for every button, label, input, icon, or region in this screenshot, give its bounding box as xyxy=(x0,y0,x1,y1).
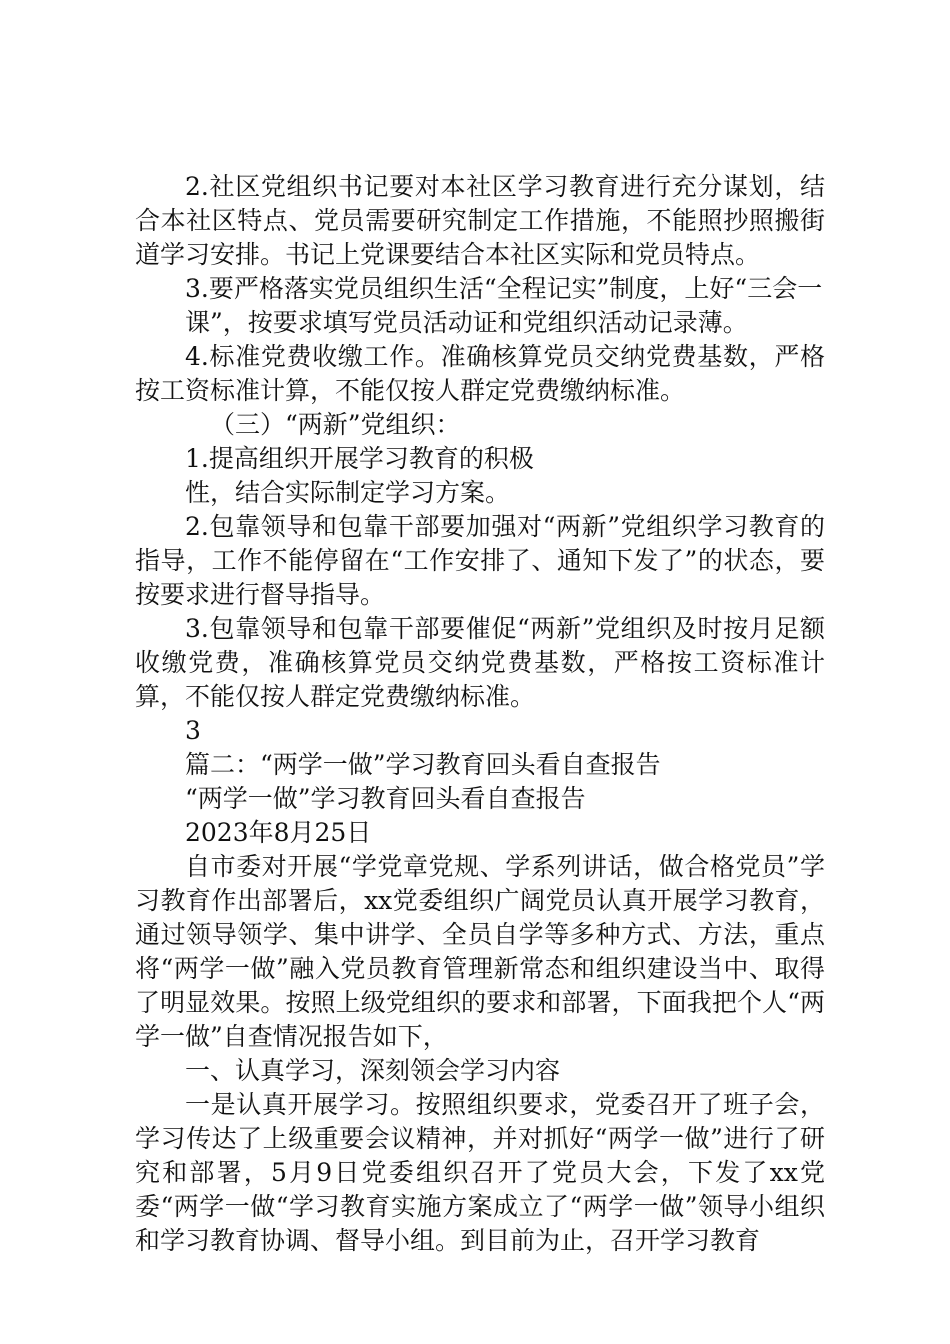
paragraph-community-secretary: 2.社区党组织书记要对本社区学习教育进行充分谋划，结合本社区特点、党员需要研究制定工作措施，不能照抄照搬街道学习安排。书记上党课要结合本社区实际和党员特点。 xyxy=(135,172,825,269)
paragraph-fee-collection: 3.包靠领导和包靠干部要催促“两新”党组织及时按月足额收缴党费，准确核算党员交纳党费基数，严格按工资标准计算，不能仅按人群定党费缴纳标准。 xyxy=(135,614,825,711)
section-heading-liangxin: （三）“两新”党组织： xyxy=(210,410,461,439)
paragraph-introduction: 自市委对开展“学党章党规、学系列讲话，做合格党员”学习教育作出部署后，xx党委组织广阔党员认真开展学习教育，通过领导领学、集中讲学、全员自学等多种方式、方法，重点将“两学一做”融入党员教育管理新常态和组织建设当中、取得了明显效果。按照上级党组织的要求和部署，下面我把个人“两学一做”自查情况报告如下， xyxy=(135,852,825,1051)
paragraph-party-fee: 4.标准党费收缴工作。准确核算党员交纳党费基数，严格按工资标准计算，不能仅按人群定党费缴纳标准。 xyxy=(135,342,825,405)
page-number: 3 xyxy=(185,716,201,745)
paragraph-study-details: 一是认真开展学习。按照组织要求，党委召开了班子会，学习传达了上级重要会议精神，并对抓好“两学一做”进行了研究和部署，5月9日党委组织召开了党员大会，下发了xx党委“两学一做“学习教育实施方案成立了“两学一做”领导小组织和学习教育协调、督导小组。到目前为止，召开学习教育 xyxy=(135,1090,825,1255)
paragraph-full-record-line1: 3.要严格落实党员组织生活“全程记实”制度，上好“三会一 xyxy=(185,274,823,303)
report-date: 2023年8月25日 xyxy=(185,818,372,847)
paragraph-guidance: 2.包靠领导和包靠干部要加强对“两新”党组织学习教育的指导，工作不能停留在“工作安排了、通知下发了”的状态，要按要求进行督导指导。 xyxy=(135,512,825,609)
paragraph-full-record-line2: 课”，按要求填写党员活动证和党组织活动记录薄。 xyxy=(185,308,748,337)
paragraph-enthusiasm-line2: 性，结合实际制定学习方案。 xyxy=(185,478,511,507)
paragraph-enthusiasm-line1: 1.提高组织开展学习教育的积极 xyxy=(185,444,534,473)
section-heading-study: 一、认真学习，深刻领会学习内容 xyxy=(185,1056,561,1085)
chapter-title: 篇二：“两学一做”学习教育回头看自查报告 xyxy=(185,750,661,779)
report-title: “两学一做”学习教育回头看自查报告 xyxy=(185,784,586,813)
document-body xyxy=(135,170,825,1258)
